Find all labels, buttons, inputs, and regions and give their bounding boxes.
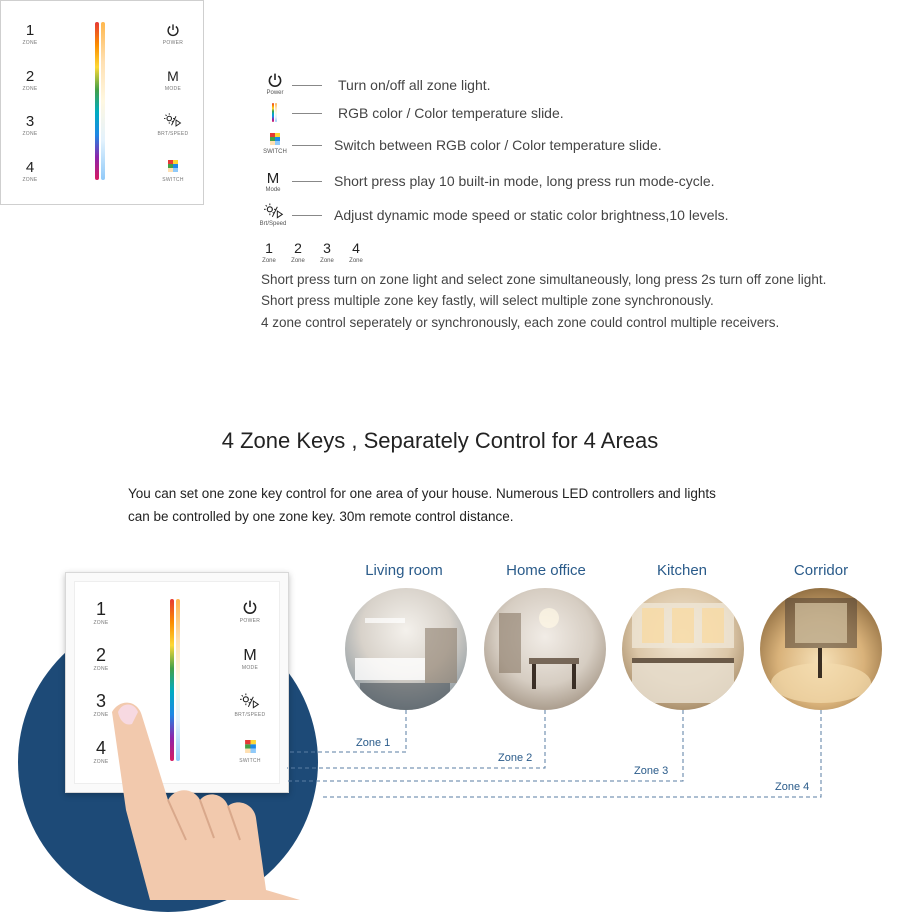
large-zone-key-4-label: ZONE (93, 759, 109, 765)
legend-brightness-speed-text: Adjust dynamic mode speed or static color brightness,10 levels. (334, 207, 729, 223)
legend-mode-caption: Mode (265, 187, 281, 193)
large-zone-key-1-label: ZONE (93, 620, 109, 626)
legend-mode-symbol: M (266, 170, 280, 187)
section-description-line-2: can be controlled by one zone key. 30m remote control distance. (128, 509, 514, 524)
legend-zone-3-caption: Zone (320, 258, 334, 264)
zone-label-4: Zone 4 (775, 781, 810, 793)
large-zone-key-3-number: 3 (95, 691, 106, 711)
legend-brightness-speed-caption: Brt/Speed (259, 221, 287, 227)
legend-mode-text: Short press play 10 built-in mode, long press run mode-cycle. (334, 173, 715, 189)
switch-key-label: SWITCH (162, 177, 184, 183)
zone-label-3: Zone 3 (634, 765, 669, 777)
zone-label-1: Zone 1 (356, 737, 391, 749)
zone-key-4-number: 4 (25, 159, 35, 176)
large-zone-key-2-label: ZONE (93, 666, 109, 672)
large-switch-key-label: SWITCH (239, 758, 261, 764)
legend-zone-3-number: 3 (323, 240, 331, 256)
room-label-corridor: Corridor (793, 562, 849, 579)
zone-description-line-3: 4 zone control seperately or synchronously, each zone could control multiple receivers. (261, 315, 780, 330)
legend-switch-text: Switch between RGB color / Color temperature slide. (334, 137, 662, 153)
legend-zone-1-caption: Zone (262, 258, 276, 264)
large-mode-key-symbol: M (243, 647, 257, 664)
large-zone-key-4-number: 4 (95, 738, 106, 758)
large-zone-key-3-label: ZONE (93, 712, 109, 718)
zone-key-2-number: 2 (25, 68, 35, 85)
legend-slider-text: RGB color / Color temperature slide. (338, 105, 564, 121)
room-label-kitchen: Kitchen (656, 562, 708, 579)
zone-key-2-label: ZONE (22, 86, 38, 92)
section-title: 4 Zone Keys , Separately Control for 4 Areas (221, 428, 659, 453)
legend-power-caption: Power (266, 90, 284, 96)
legend-power-text: Turn on/off all zone light. (338, 77, 491, 93)
large-zone-key-1-number: 1 (95, 599, 106, 619)
zone-description-line-1: Short press turn on zone light and select zone simultaneously, long press 2s turn off zone light. (261, 272, 827, 287)
zone-key-3-label: ZONE (22, 131, 38, 137)
large-power-key-label: POWER (239, 618, 261, 624)
zone-description-line-2: Short press multiple zone key fastly, will select multiple zone synchronously. (261, 293, 714, 308)
legend-zone-4-number: 4 (352, 240, 360, 256)
zone-key-3-number: 3 (25, 113, 35, 130)
zone-key-1-label: ZONE (22, 40, 38, 46)
zone-key-1-number: 1 (25, 22, 35, 39)
room-label-home-office: Home office (506, 562, 586, 579)
large-brightness-speed-key-label: BRT/SPEED (234, 712, 266, 718)
brightness-speed-key-label: BRT/SPEED (157, 131, 189, 137)
zone-label-2: Zone 2 (498, 752, 533, 764)
power-key-label: POWER (162, 40, 184, 46)
room-label-living-room: Living room (365, 562, 443, 579)
legend-zone-1-number: 1 (265, 240, 273, 256)
mode-key-symbol: M (167, 68, 179, 84)
large-mode-key-label: MODE (241, 665, 259, 671)
zone-key-4-label: ZONE (22, 177, 38, 183)
mode-key-label: MODE (164, 86, 182, 92)
large-zone-key-2-number: 2 (95, 645, 106, 665)
legend-zone-2-number: 2 (294, 240, 302, 256)
legend-switch-caption: SWITCH (263, 149, 287, 155)
legend-zone-4-caption: Zone (349, 258, 363, 264)
section-description-line-1: You can set one zone key control for one area of your house. Numerous LED controllers and lights (128, 486, 716, 501)
legend-zone-2-caption: Zone (291, 258, 305, 264)
